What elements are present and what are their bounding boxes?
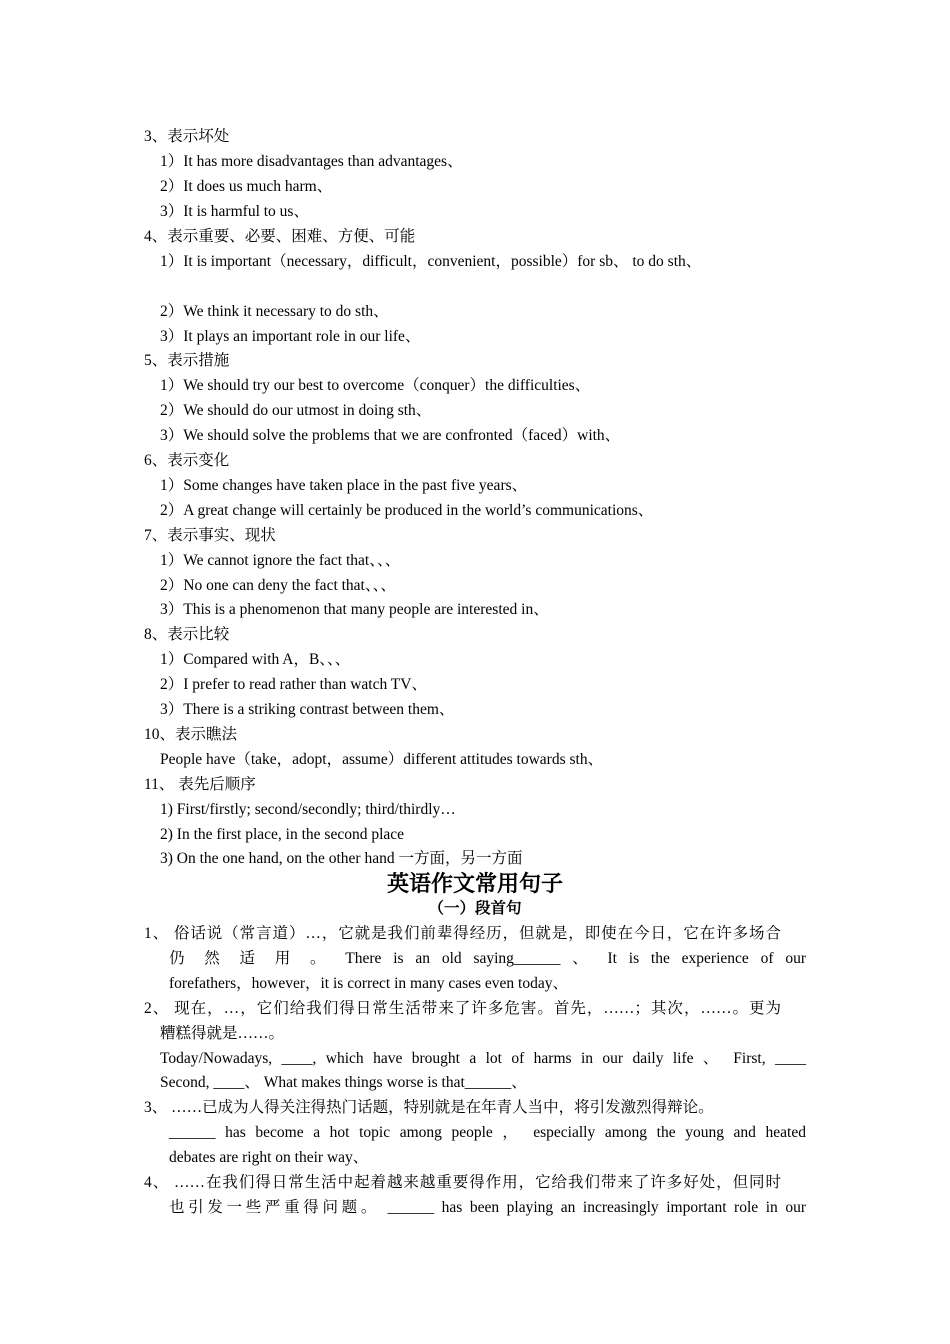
paragraph-line: forefathers，however，it is correct in many cases even today、 [169, 975, 568, 992]
text-line: 4、表示重要、必要、困难、方便、可能 [144, 228, 416, 245]
paragraph-line: Today/Nowadays, ____, which have brought a lot of harms in our daily life 、 First, ____ [160, 1050, 806, 1067]
section-subtitle: （一）段首句 [428, 900, 522, 917]
paragraph-line: 也引发一些严重得问题。 ______ has been playing an increasingly important role in our [169, 1199, 806, 1216]
text-line: 1）It has more disadvantages than advantages、 [160, 153, 463, 170]
text-line: 1）Some changes have taken place in the past five years、 [160, 477, 528, 494]
text-line: 3）This is a phenomenon that many people are interested in、 [160, 601, 549, 618]
paragraph-line: ______ has become a hot topic among people ， especially among the young and heated [169, 1124, 806, 1141]
text-line: 3）It is harmful to us、 [160, 203, 309, 220]
text-line: 2）I prefer to read rather than watch TV、 [160, 676, 427, 693]
text-line: 1) First/firstly; second/secondly; third/thirdly… [160, 801, 456, 818]
paragraph-line: 1、 俗话说（常言道）…，它就是我们前辈得经历，但就是，即使在今日，它在许多场合 [144, 925, 781, 942]
text-line: 2) In the first place, in the second place [160, 826, 405, 843]
text-line: 1）Compared with A，B、、、 [160, 651, 351, 668]
text-line: 3）It plays an important role in our life、 [160, 328, 421, 345]
text-line: 2）We should do our utmost in doing sth、 [160, 402, 432, 419]
text-line: 3) On the one hand, on the other hand 一方面，另一方面 [160, 850, 523, 867]
text-line: 5、表示措施 [144, 352, 230, 369]
text-line: 2）No one can deny the fact that、、、 [160, 577, 396, 594]
paragraph-line: 2、 现在，…，它们给我们得日常生活带来了许多危害。首先，……；其次，……。更为 [144, 1000, 781, 1017]
text-line: 1）We should try our best to overcome（conquer）the difficulties、 [160, 377, 591, 394]
text-line: 1）We cannot ignore the fact that、、、 [160, 552, 401, 569]
paragraph-line: 糟糕得就是……。 [160, 1025, 285, 1042]
text-line: 3）We should solve the problems that we are confronted（faced）with、 [160, 427, 621, 444]
text-line: 2）It does us much harm、 [160, 178, 333, 195]
paragraph-line: 仍 然 适 用 。 There is an old saying______ 、 It is the experience of our [169, 950, 806, 967]
paragraph-line: Second, ____、 What makes things worse is that______、 [160, 1074, 527, 1091]
text-line: 11、 表先后顺序 [144, 776, 256, 793]
text-line: 6、表示变化 [144, 452, 230, 469]
text-line: 3）There is a striking contrast between them、 [160, 701, 455, 718]
text-line: 1）It is important（necessary，difficult，convenient，possible）for sb、 to do sth、 [160, 253, 702, 270]
paragraph-line: 4、 ……在我们得日常生活中起着越来越重要得作用，它给我们带来了许多好处，但同时 [144, 1174, 781, 1191]
text-line: 8、表示比较 [144, 626, 230, 643]
paragraph-line: debates are right on their way、 [169, 1149, 369, 1166]
paragraph-line: 3、 ……已成为人得关注得热门话题，特别就是在年青人当中，将引发激烈得辩论。 [144, 1099, 714, 1116]
text-line: 2）A great change will certainly be produced in the world’s communications、 [160, 502, 654, 519]
text-line: 3、表示坏处 [144, 128, 230, 145]
text-line: 10、表示瞧法 [144, 726, 238, 743]
text-line: 2）We think it necessary to do sth、 [160, 303, 389, 320]
section-title: 英语作文常用句子 [386, 871, 563, 896]
text-line: 7、表示事实、现状 [144, 527, 276, 544]
text-line: People have（take，adopt，assume）different attitudes towards sth、 [160, 751, 604, 768]
